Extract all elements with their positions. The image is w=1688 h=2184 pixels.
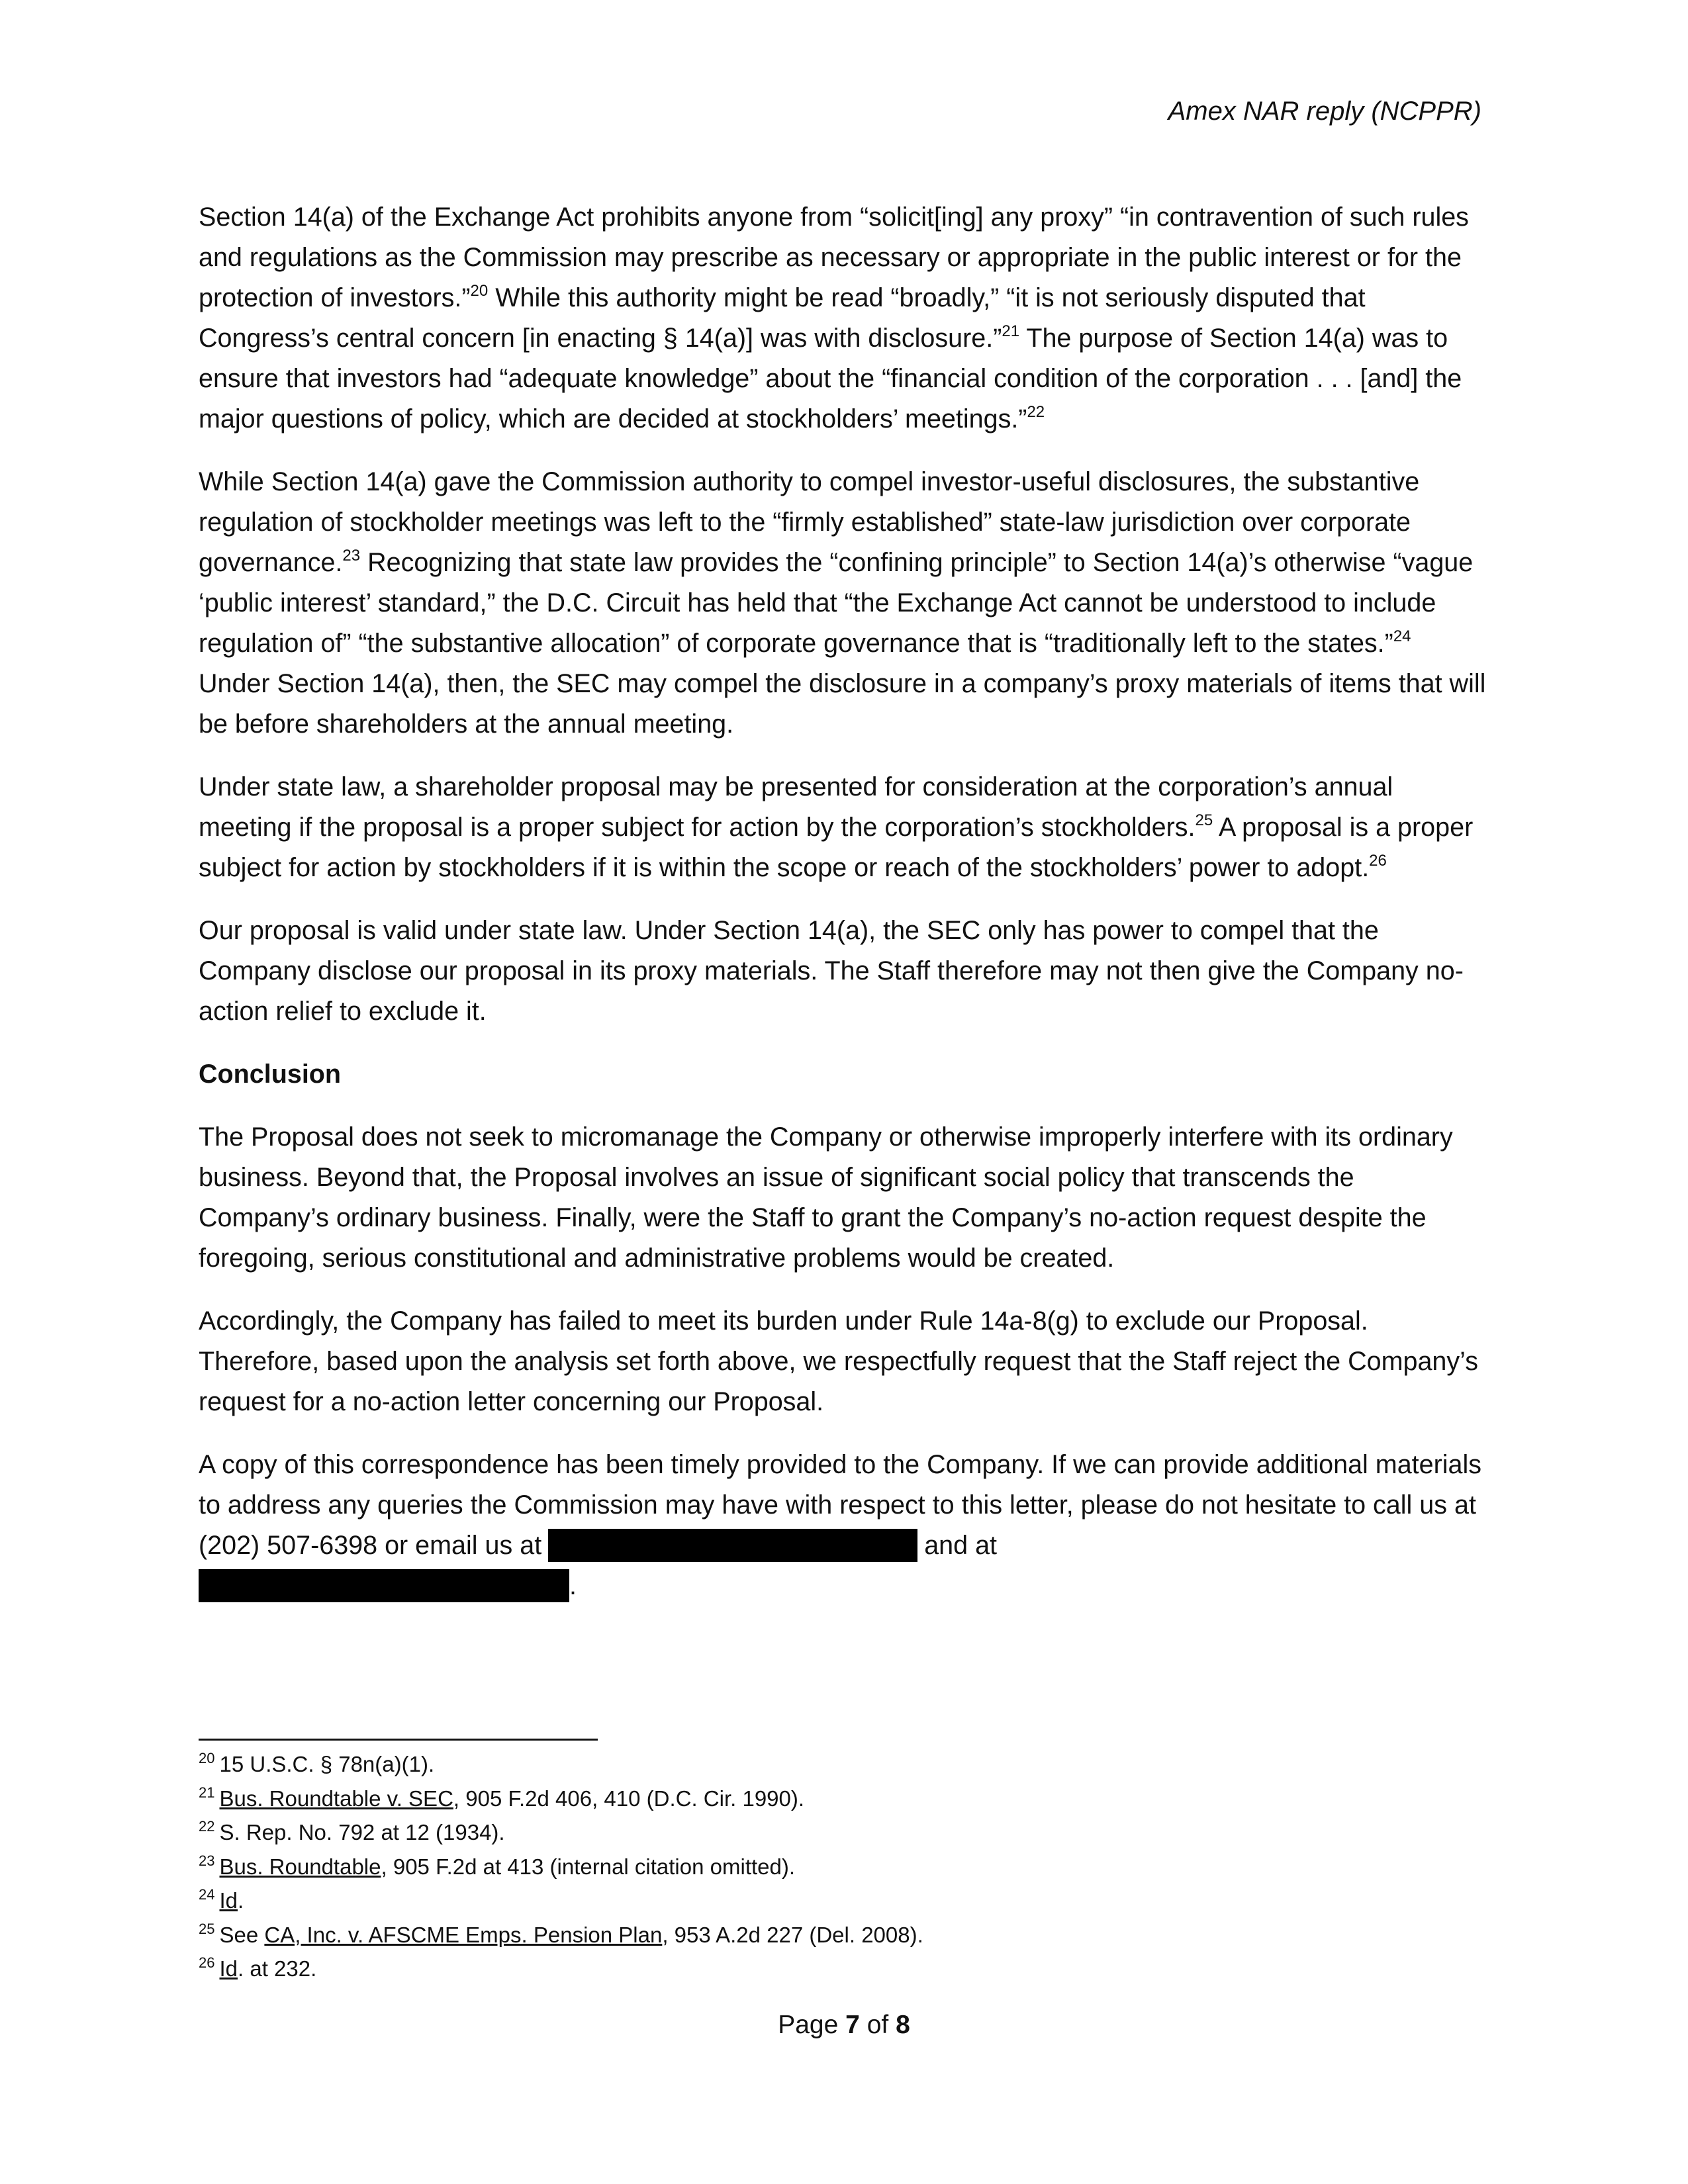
paragraph-text: and at — [924, 1531, 998, 1560]
paragraph-text: A copy of this correspondence has been timely provided to the Company. If we can provide additional materials to address any queries the Commission may have with respect to this letter, please do not hesitate to call us at (202) 507-6398 or email us at — [199, 1450, 1482, 1560]
footnote-20 — [199, 1747, 1489, 1782]
redacted-email-2 — [199, 1569, 569, 1602]
case-citation: Bus. Roundtable — [219, 1854, 381, 1879]
footnote-number: 26 — [199, 1954, 215, 1971]
paragraph-text: Recognizing that state law provides the “confining principle” to Section 14(a)’s otherwise “vague ‘public interest’ standard,” the D.C. Circuit has held that “the Exchange Act cannot be understood to include regulation of” “the substantive allocation” of corporate governance that is “traditionally left to the states.” — [199, 548, 1474, 658]
footnote-ref[interactable]: 26 — [1369, 852, 1387, 870]
footnote-number: 25 — [199, 1920, 215, 1937]
footnote-22 — [199, 1815, 1489, 1850]
footnote-ref[interactable]: 22 — [1027, 403, 1045, 421]
footnote-text: , 905 F.2d at 413 (internal citation omitted). — [381, 1854, 796, 1879]
case-citation: Id — [219, 1888, 238, 1913]
footnote-23 — [199, 1850, 1489, 1884]
footnote-number: 23 — [199, 1852, 215, 1869]
page-current: 7 — [845, 2011, 860, 2039]
page-number — [0, 2012, 1688, 2038]
paragraph-shareholder-proposal — [199, 767, 1489, 888]
footnote-ref[interactable]: 21 — [1002, 322, 1020, 340]
footnote-25 — [199, 1918, 1489, 1952]
footnote-text: , 905 F.2d 406, 410 (D.C. Cir. 1990). — [453, 1786, 805, 1811]
paragraph-text: . — [569, 1571, 577, 1600]
paragraph-request: Accordingly, the Company has failed to meet its burden under Rule 14a-8(g) to exclude our Proposal. Therefore, based upon the analysis set forth above, we respectfully request that the Staff reject the Company’s request for a no-action letter concerning our Proposal. — [199, 1306, 1478, 1416]
footnote-26 — [199, 1952, 1489, 1986]
footnote-signal: See — [219, 1922, 265, 1947]
paragraph-section-14a — [199, 197, 1489, 439]
paragraph-state-law-jurisdiction — [199, 462, 1489, 745]
paragraph-proposal-valid: Our proposal is valid under state law. Under Section 14(a), the SEC only has power to compel that the Company disclose our proposal in its proxy materials. The Staff therefore may not then give the Company no-action relief to exclude it. — [199, 916, 1464, 1026]
of-word: of — [867, 2011, 889, 2039]
case-citation: Id — [219, 1956, 238, 1981]
paragraph-text: Under Section 14(a), then, the SEC may compel the disclosure in a company’s proxy materials of items that will be before shareholders at the annual meeting. — [199, 669, 1486, 739]
redacted-email-1 — [548, 1529, 917, 1562]
case-citation: Bus. Roundtable v. SEC — [219, 1786, 453, 1811]
footnotes — [199, 1747, 1489, 1986]
footnote-21 — [199, 1782, 1489, 1816]
footnote-text: 15 U.S.C. § 78n(a)(1). — [219, 1752, 435, 1776]
footnote-ref[interactable]: 24 — [1393, 627, 1411, 645]
paragraph-text: The purpose of Section 14(a) was to ensure that investors had “adequate knowledge” about the “financial condition of the corporation . . . [and] the major questions of policy, which are decided at stockholders’ meetings.” — [199, 324, 1462, 433]
footnote-number: 21 — [199, 1784, 215, 1801]
page-word: Page — [778, 2011, 839, 2039]
footnote-text: . at 232. — [238, 1956, 317, 1981]
footnote-text: . — [238, 1888, 244, 1913]
paragraph-text: A proposal is a proper subject for action by stockholders if it is within the scope or reach of the stockholders’ power to adopt. — [199, 813, 1474, 882]
paragraph-conclusion: The Proposal does not seek to micromanage the Company or otherwise improperly interfere with its ordinary business. Beyond that, the Proposal involves an issue of significant social policy that transcends the Company’s ordinary business. Finally, were the Staff to grant the Company’s no-action request despite the foregoing, serious constitutional and administrative problems would be created. — [199, 1122, 1453, 1273]
footnote-text: , 953 A.2d 227 (Del. 2008). — [662, 1922, 923, 1947]
footnote-number: 20 — [199, 1750, 215, 1766]
footnote-24 — [199, 1884, 1489, 1918]
case-citation: CA, Inc. v. AFSCME Emps. Pension Plan — [264, 1922, 663, 1947]
footnote-ref[interactable]: 23 — [342, 547, 361, 565]
paragraph-text: While Section 14(a) gave the Commission authority to compel investor-useful disclosures, the substantive regulation of stockholder meetings was left to the “firmly established” state-law jurisdiction over corporate governance. — [199, 467, 1420, 577]
letter-body — [199, 197, 1489, 1629]
paragraph-text: Under state law, a shareholder proposal may be presented for consideration at the corporation’s annual meeting if the proposal is a proper subject for action by the corporation’s stockholders. — [199, 772, 1393, 842]
footnote-ref[interactable]: 25 — [1195, 811, 1213, 829]
footnote-separator — [199, 1739, 598, 1741]
paragraph-text: Section 14(a) of the Exchange Act prohibits anyone from “solicit[ing] any proxy” “in contravention of such rules and regulations as the Commission may prescribe as necessary or appropriate in the public interest or for the protection of investors.” — [199, 203, 1469, 312]
footnote-number: 22 — [199, 1818, 215, 1835]
section-heading-conclusion: Conclusion — [199, 1060, 342, 1089]
paragraph-text: While this authority might be read “broadly,” “it is not seriously disputed that Congress’s central concern [in enacting § 14(a)] was with disclosure.” — [199, 283, 1366, 353]
footnote-text: S. Rep. No. 792 at 12 (1934). — [219, 1820, 505, 1844]
paragraph-contact — [199, 1445, 1489, 1606]
page-total: 8 — [896, 2011, 910, 2039]
footnote-number: 24 — [199, 1886, 215, 1903]
running-header: Amex NAR reply (NCPPR) — [1168, 97, 1481, 126]
footnote-ref[interactable]: 20 — [470, 282, 489, 300]
